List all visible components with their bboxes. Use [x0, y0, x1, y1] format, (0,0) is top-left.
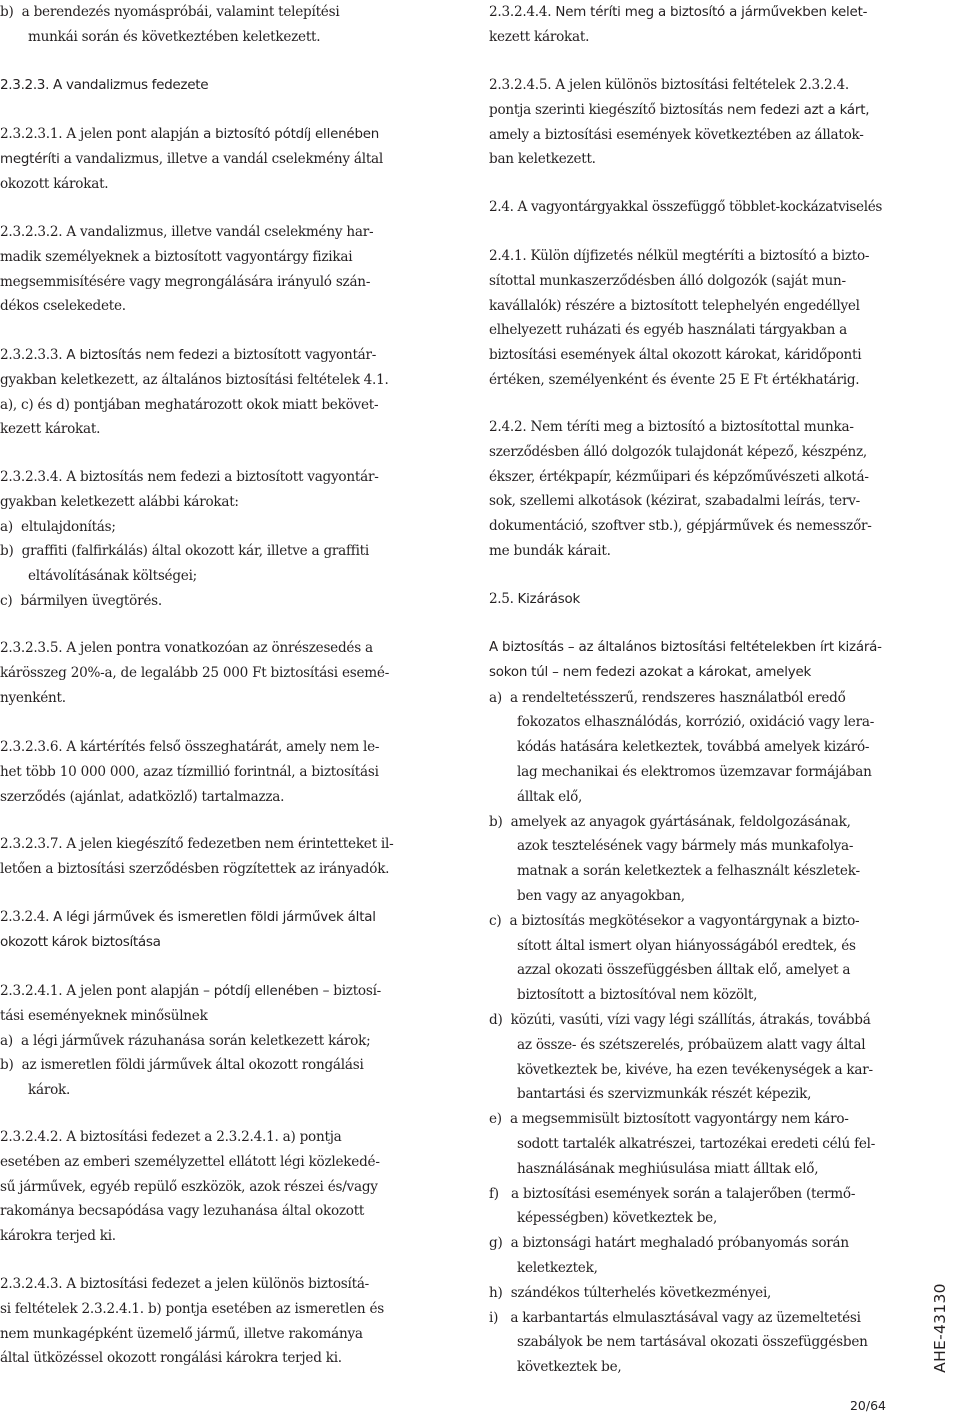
exclusions-list [489, 636, 929, 1380]
list-item-cont: azok tesztelésének vagy bármely más munkafolya- [517, 838, 854, 855]
list-item-cont: sított által ismert olyan hiányosságából eredtek, és [517, 937, 856, 954]
text-run: pontja szerinti kiegészítő biztosítás [489, 101, 728, 118]
text-line: szerződésben álló dolgozók tulajdonát képező, készpénz, [489, 443, 867, 460]
text-line: károkra terjed ki. [0, 1228, 116, 1245]
text-run: 2.3.2.4.1. A jelen pont alapján – [0, 983, 214, 999]
heading-2-3-2-4 [0, 905, 440, 955]
emphasis-run: megtéríti [0, 151, 60, 167]
text-line: által ütközéssel okozott rongálási károkra terjed ki. [0, 1350, 342, 1367]
list-item: f) a biztosítási események során a talajerőben (termő- [489, 1185, 856, 1202]
text-line: sű járművek, egyéb repülő eszközök, azok részei és/vagy [0, 1178, 378, 1195]
text-run: – biztosí- [318, 983, 382, 999]
list-item: i) a karbantartás elmulasztásával vagy az üzemeltetési [489, 1309, 861, 1326]
list-item-cont: ben vagy az anyagokban, [517, 887, 685, 904]
heading-2-4 [489, 195, 929, 220]
section-heading: okozott károk biztosítása [0, 933, 161, 950]
list-item: a) a légi járművek rázuhanása során keletkezett károk; [0, 1032, 371, 1049]
section-heading: 2.3.2.3. A vandalizmus fedezete [0, 77, 209, 93]
text-line: me bundák kárait. [489, 542, 611, 559]
text-line: sok, szellemi alkotások (kézirat, szabadalmi leírás, terv- [489, 493, 860, 510]
text-line: 2.3.2.3.6. A kártérítés felső összeghatárát, amely nem le- [0, 739, 380, 755]
list-item: e) a megsemmisült biztosított vagyontárgy nem káro- [489, 1111, 849, 1128]
text-line: rakománya becsapódása vagy lezuhanása által okozott [0, 1203, 365, 1220]
list-item: a) eltulajdonítás; [0, 518, 116, 535]
section-2-3-2-4-4 [489, 0, 929, 50]
list-item: g) a biztonsági határt meghaladó próbanyomás során [489, 1235, 849, 1252]
text-line: ékszer, értékpapír, kézműipari és képzőművészeti alkotá- [489, 468, 869, 485]
text-line: dokumentáció, szoftver stb.), gépjárművek és nemesszőr- [489, 518, 872, 535]
list-item: b) graffiti (falfirkálás) által okozott kár, illetve a graffiti [0, 543, 369, 560]
list-item-cont: biztosított a biztosítóval nem közölt, [517, 987, 758, 1004]
emphasis-run: Nem téríti meg a biztosító a járművekben kelet- [555, 5, 868, 20]
text-line: het több 10 000 000, azaz tízmillió forintnál, a biztosítási [0, 763, 379, 780]
list-item-cont: szabályok be nem tartásával okozati összefüggésben [517, 1334, 868, 1351]
document-code: AHE-43130 [931, 1283, 949, 1373]
list-item-cont: lag mechanikai és elektromos üzemzavar formájában [517, 763, 872, 780]
text-line: okozott károkat. [0, 175, 109, 192]
emphasis-run: pótdíj ellenében [213, 984, 319, 999]
section-2-3-2-4-5 [489, 73, 929, 172]
list-item-cont: használásának meghiúsulása miatt álltak elő, [517, 1160, 819, 1177]
section-2-3-2-3-4 [0, 465, 440, 614]
list-item: b) amelyek az anyagok gyártásának, feldolgozásának, [489, 813, 851, 830]
exclusions-intro: sokon túl – nem fedezi azokat a károkat, amelyek [489, 664, 812, 680]
section-2-4-2 [489, 415, 929, 564]
text-line: kavállalók) részére a biztosított telephelyén engedéllyel [489, 297, 860, 314]
text-run: 2.3.2.4.4. [489, 4, 556, 20]
text-line: tási eseményeknek minősülnek [0, 1007, 208, 1024]
section-heading: 2.4. A vagyontárgyakkal összefüggő többlet-kockázatviselés [489, 199, 883, 215]
section-2-3-2-4-3 [0, 1272, 440, 1371]
text-line: kezett károkat. [0, 421, 101, 438]
text-line: letően a biztosítási szerződésben rögzítettek az irányadók. [0, 860, 390, 877]
section-2-3-2-4-1 [0, 979, 440, 1103]
list-item-cont: károk. [28, 1082, 71, 1099]
list-item-cont: keletkeztek, [517, 1259, 598, 1276]
text-line: ban keletkezett. [489, 151, 596, 168]
list-item-cont: azzal okozati összefüggésben álltak elő, amelyet a [517, 962, 851, 979]
text-line: kárösszeg 20%-a, de legalább 25 000 Ft biztosítási esemé- [0, 664, 390, 681]
text-line: 2.3.2.3.4. A biztosítás nem fedezi a biztosított vagyontár- [0, 469, 379, 485]
page-number: 20/64 [849, 1398, 886, 1413]
list-item-cont: álltak elő, [517, 788, 583, 805]
text-line: a), c) és d) pontjában meghatározott okok miatt bekövet- [0, 396, 379, 413]
section-2-3-2-3-7 [0, 832, 440, 882]
text-run: 2.3.2.3.3. [0, 347, 67, 363]
text-line: esetében az emberi személyzettel ellátott légi közlekedé- [0, 1153, 380, 1170]
list-item-cont: fokozatos elhasználódás, korrózió, oxidáció vagy lera- [517, 714, 875, 731]
list-item: c) a biztosítás megkötésekor a vagyontárgynak a bizto- [489, 912, 860, 929]
heading-2-3-2-3 [0, 73, 440, 98]
section-2-3-2-4-2 [0, 1125, 440, 1249]
list-item: b) az ismeretlen földi járművek által okozott rongálási [0, 1057, 364, 1074]
list-item: c) bármilyen üvegtörés. [0, 592, 162, 609]
text-run: a biztosított vagyontár- [217, 347, 377, 363]
text-line: munkái során és következtében keletkezett. [28, 28, 321, 45]
list-item-cont: matnak a során keletkeztek a felhasznált készletek- [517, 863, 860, 880]
text-line: megsemmisítésére vagy megrongálására irányuló szán- [0, 273, 371, 290]
section-2-3-2-3-6 [0, 735, 440, 809]
text-line: gyakban keletkezett, az általános biztosítási feltételek 4.1. [0, 371, 389, 388]
exclusions-intro: A biztosítás – az általános biztosítási feltételekben írt kizárá- [489, 640, 882, 655]
text-run: 2.3.2.4. [0, 909, 54, 925]
text-line: amely a biztosítási események következtében az állatok- [489, 126, 864, 143]
section-2-3-2-3-3 [0, 343, 440, 442]
text-line: értéken, személyenként és évente 25 E Ft értékhatárig. [489, 371, 860, 388]
text-run: 2.3.2.3.1. A jelen pont alapján [0, 126, 204, 142]
section-2-4-1 [489, 244, 929, 393]
text-line: si feltételek 2.3.2.4.1. b) pontja esetében az ismeretlen és [0, 1300, 385, 1317]
text-line: 2.4.2. Nem téríti meg a biztosító a biztosítottal munka- [489, 419, 854, 435]
heading-2-5 [489, 587, 929, 612]
list-item-cont: sodott tartalék alkatrészei, tartozékai eredeti célú fel- [517, 1135, 876, 1152]
list-item-cont: kódás hatására keletkeztek, továbbá amelyek kizáró- [517, 739, 870, 756]
emphasis-run: a biztosító pótdíj ellenében [203, 127, 380, 142]
list-item: d) közúti, vasúti, vízi vagy légi szállítás, átrakás, továbbá [489, 1011, 871, 1028]
text-line: sítottal munkaszerződésben álló dolgozók (saját mun- [489, 272, 846, 289]
text-line: nyenként. [0, 689, 66, 706]
section-2-3-2-3-1 [0, 122, 440, 196]
text-line: nem munkagépként üzemelő jármű, illetve rakománya [0, 1325, 363, 1342]
text-line: 2.3.2.4.5. A jelen különös biztosítási feltételek 2.3.2.4. [489, 77, 849, 93]
section-2-3-2-3-2 [0, 220, 440, 319]
list-item-cont: az össze- és szétszerelés, próbaüzem alatt vagy által [517, 1036, 866, 1053]
text-line: dékos cselekedete. [0, 298, 126, 315]
text-line: 2.3.2.3.7. A jelen kiegészítő fedezetben nem érintetteket il- [0, 836, 394, 852]
section-2-3-2-3-5 [0, 636, 440, 710]
list-item-cont: eltávolításának költségei; [28, 568, 198, 585]
text-line: b) a berendezés nyomáspróbái, valamint telepítési [0, 4, 340, 20]
text-line: 2.4.1. Külön díjfizetés nélkül megtéríti a biztosító a bizto- [489, 248, 870, 264]
list-item-cont: képességben) következtek be, [517, 1210, 718, 1227]
text-line: gyakban keletkezett alábbi károkat: [0, 493, 239, 510]
text-line: 2.3.2.3.2. A vandalizmus, illetve vandál cselekmény har- [0, 224, 374, 240]
text-line: biztosítási események által okozott károkat, káridőponti [489, 347, 862, 364]
list-item-cont: következtek be, kivéve, ha ezen tevékenységek a kar- [517, 1061, 873, 1078]
list-item: h) szándékos túlterhelés következményei, [489, 1284, 772, 1301]
text-line: madik személyeknek a biztosított vagyontárgy fizikai [0, 248, 353, 265]
text-line: szerződés (ajánlat, adatközlő) tartalmazza. [0, 788, 285, 805]
emphasis-run: nem fedezi azt a kárt, [727, 102, 870, 118]
section-b-intro [0, 0, 440, 50]
text-line: 2.3.2.4.3. A biztosítási fedezet a jelen különös biztosítá- [0, 1276, 370, 1292]
list-item: a) a rendeltetésszerű, rendszeres használatból eredő [489, 689, 846, 706]
text-run: a vandalizmus, illetve a vandál cselekmény által [59, 150, 383, 167]
list-item-cont: következtek be, [517, 1359, 622, 1376]
list-item-cont: bantartási és szervizmunkák részét képezik, [517, 1086, 812, 1103]
text-line: kezett károkat. [489, 28, 590, 45]
text-run: 2.5. [489, 591, 518, 607]
section-heading: Kizárások [517, 592, 581, 607]
emphasis-run: A biztosítás nem fedezi [66, 348, 218, 363]
text-line: elhelyezett ruházati és egyéb használati tárgyakban a [489, 322, 848, 339]
text-line: 2.3.2.3.5. A jelen pontra vonatkozóan az önrészesedés a [0, 640, 373, 656]
text-line: 2.3.2.4.2. A biztosítási fedezet a 2.3.2.4.1. a) pontja [0, 1129, 342, 1145]
emphasis-run: A légi járművek és ismeretlen földi járművek által [53, 910, 376, 925]
